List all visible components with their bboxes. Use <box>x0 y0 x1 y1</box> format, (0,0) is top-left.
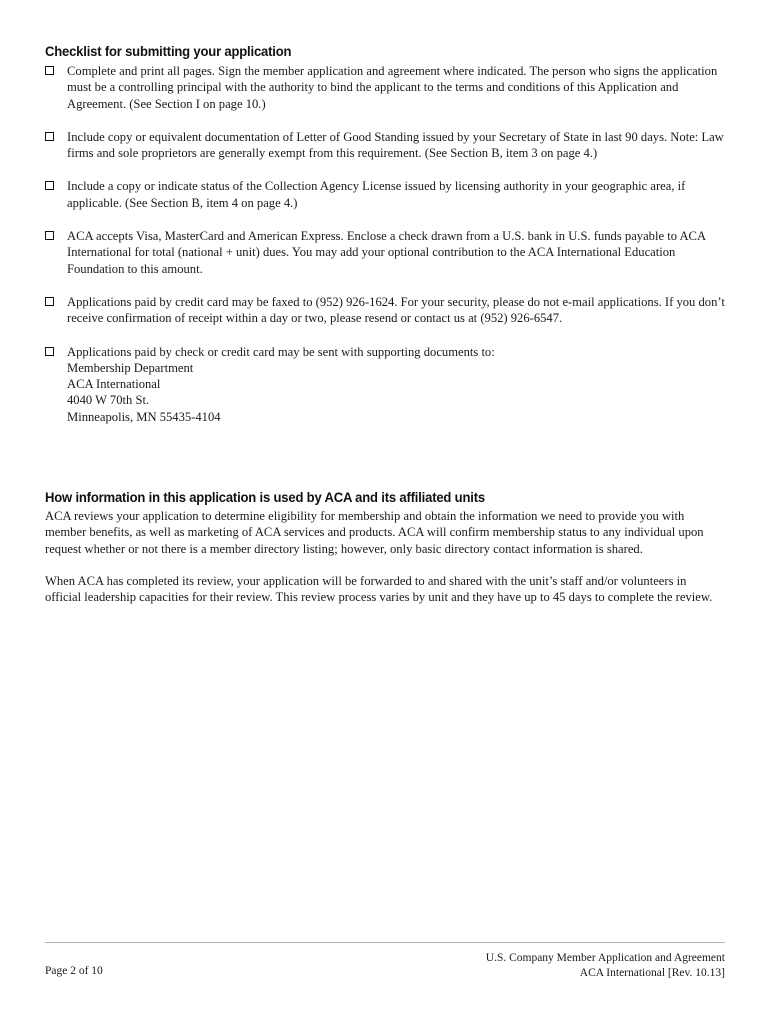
checkbox-icon[interactable] <box>45 132 54 141</box>
checklist-item-text: Complete and print all pages. Sign the member application and agreement where indicated. The person who signs the application must be a controlling principal with the authority to bind the applicant to the terms and conditions of this Application and Agreement. (See Section I on page 10.) <box>67 64 718 111</box>
footer-divider <box>45 942 725 943</box>
checkbox-icon[interactable] <box>45 66 54 75</box>
checklist-item-text: Include a copy or indicate status of the Collection Agency License issued by licensing authority in your geographic area, if applicable. (See Section B, item 4 on page 4.) <box>67 179 686 210</box>
checkbox-icon[interactable] <box>45 181 54 190</box>
address-line: ACA International <box>67 377 161 392</box>
checklist-item-text: Applications paid by check or credit card may be sent with supporting documents to: <box>67 344 495 359</box>
checkbox-icon[interactable] <box>45 347 54 356</box>
checklist-item-text: ACA accepts Visa, MasterCard and American Express. Enclose a check drawn from a U.S. bank in U.S. funds payable to ACA International for total (national + unit) dues. You may add your optional contribution to the ACA International Education Foundation to this amount. <box>67 229 706 276</box>
checkbox-icon[interactable] <box>45 297 54 306</box>
checkbox-icon[interactable] <box>45 231 54 240</box>
checklist-item <box>45 294 725 327</box>
checklist <box>45 63 725 425</box>
checklist-item-text: Applications paid by credit card may be faxed to (952) 926-1624. For your security, please do not e-mail applications. If you don’t receive confirmation of receipt within a day or two, please resend or contact us at (952) 926-6547. <box>67 294 725 326</box>
checklist-item <box>45 63 725 112</box>
info-section <box>45 508 725 605</box>
address-line: Minneapolis, MN 55435-4104 <box>67 409 221 424</box>
footer-doc-revision: ACA International [Rev. 10.13] <box>579 967 725 979</box>
address-line: Membership Department <box>67 360 194 375</box>
checklist-item <box>45 178 725 211</box>
info-paragraph: ACA reviews your application to determine eligibility for membership and obtain the information we need to provide you with member benefits, as well as marketing of ACA services and products. ACA will confirm membership status to any individual upon request whether or not there is a member directory listing; however, only basic directory contact information is shared. <box>45 509 704 556</box>
checklist-item <box>45 129 725 162</box>
checklist-heading: Checklist for submitting your application <box>45 44 292 60</box>
info-heading: How information in this application is used by ACA and its affiliated units <box>45 490 485 506</box>
info-paragraph: When ACA has completed its review, your application will be forwarded to and shared with the unit’s staff and/or volunteers in official leadership capacities for their review. This review process varies by unit and they have up to 45 days to complete the review. <box>45 573 713 605</box>
checklist-item <box>45 228 725 277</box>
footer-doc-info <box>486 951 725 981</box>
page-number: Page 2 of 10 <box>45 965 103 977</box>
address-line: 4040 W 70th St. <box>67 393 150 408</box>
footer-doc-title: U.S. Company Member Application and Agreement <box>485 952 725 964</box>
checklist-item <box>45 344 725 425</box>
checklist-item-text: Include copy or equivalent documentation of Letter of Good Standing issued by your Secretary of State in last 90 days. Note: Law firms and sole proprietors are generally exempt from this requirement. (See Section B, item 3 on page 4.) <box>67 129 724 161</box>
